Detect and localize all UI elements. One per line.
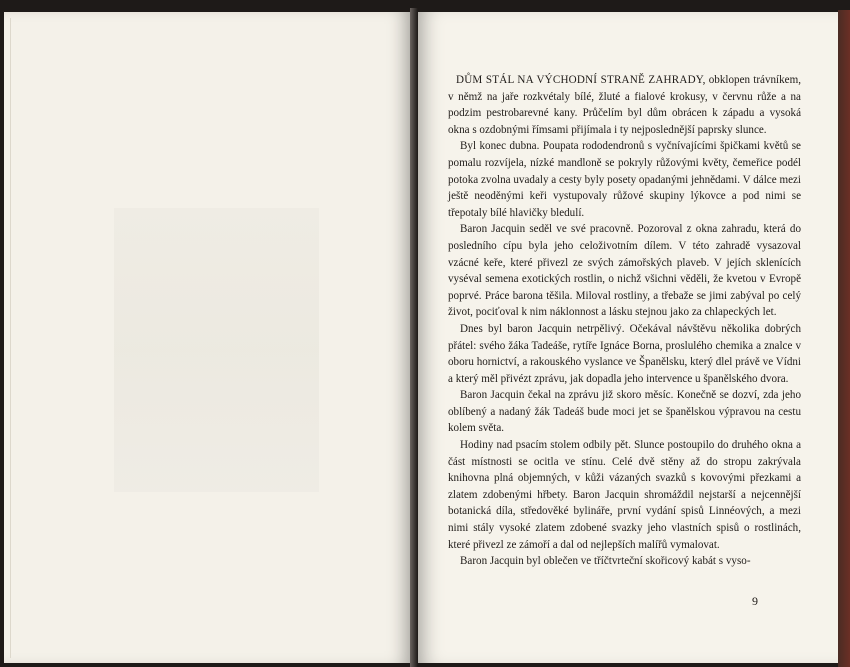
chapter-opening-caps: DŮM STÁL NA VÝCHODNÍ STRANĚ ZAHRADY, bbox=[456, 74, 706, 86]
paragraph-2: Byl konec dubna. Poupata rododendronů s vyčnívajícími špičkami květů se pomalu rozvíjela, nízké mandloně se pokryly růžovými květy, čemeřice podél potoka zvolna uvadaly a cesty byly posety opadanými jehnědami. V dálce mezi ještě neoděnými keři vystupovaly růžové skupiny lýkovce a pod nimi se třepotaly bílé hlavičky bledulí. bbox=[448, 140, 801, 219]
paragraph-3: Baron Jacquin seděl ve své pracovně. Pozoroval z okna zahradu, která do posledního cípu byla jeho celoživotním dílem. V této zahradě vysazoval vzácné keře, které přivezl ze svých zámořských plaveb. V jejích sklenících vyséval semena exotických rostlin, o nichž všichni věděli, že kvetou v Evropě poprvé. Práce barona těšila. Miloval rostliny, a třebaže se jimi zabýval po celý život, pociťoval k nim náklonnost a lásku stejnou jako za chlapeckých let. bbox=[448, 223, 801, 319]
left-page-blank bbox=[4, 12, 410, 663]
page-number: 9 bbox=[752, 594, 758, 608]
paragraph-7: Baron Jacquin byl oblečen ve tříčtvrteční skořicový kabát s vyso- bbox=[460, 555, 751, 568]
body-text bbox=[448, 72, 801, 570]
paragraph-4: Dnes byl baron Jacquin netrpělivý. Očekával návštěvu několika dobrých přátel: svého žáka Tadeáše, rytíře Ignáce Borna, proslulého chemika a znalce v oboru hornictví, a rakouského vyslance ve Španělsku, který dlel právě ve Vídni a který měl přivézt zprávu, jak dopadla jeho intervence u španělského dvora. bbox=[448, 322, 801, 385]
paragraph-1 bbox=[448, 72, 801, 138]
book-spine-gutter bbox=[410, 8, 418, 667]
paragraph-5: Baron Jacquin čekal na zprávu již skoro měsíc. Konečně se dozví, zda jeho oblíbený a nadaný žák Tadeáš bude moci jet se španělskou výpravou na cestu kolem světa. bbox=[448, 389, 801, 435]
page-edge-line bbox=[10, 18, 11, 658]
faint-show-through-illustration bbox=[114, 208, 319, 492]
cover-edge bbox=[838, 10, 850, 667]
paragraph-1-text: obklopen trávníkem, v němž na jaře rozkvétaly bílé, žluté a fialové krokusy, v červnu růže a na podzim pestrobarevné kany. Průčelím byl dům obrácen k západu a vysoká okna s ozdobnými římsami přijímala i ty nejposlednější paprsky slunce. bbox=[448, 74, 801, 136]
paragraph-6: Hodiny nad psacím stolem odbily pět. Slunce postoupilo do druhého okna a část místnosti se ocitla ve stínu. Celé dvě stěny až do stropu zakrývala knihovna plná objemných, v kůži vázaných svazků s kovovými přezkami a zlatem zdobenými hřbety. Baron Jacquin shromáždil nejstarší a nejcennější botanická díla, středověké bylináře, první vydání spisů Linnéových, a mezi nimi stály vysoké zlatem zdobené svazky jeho vlastních spisů o rostlinách, které přivezl ze zámoří a dal od nejlepších malířů vymalovat. bbox=[448, 439, 801, 551]
right-page bbox=[418, 12, 838, 663]
